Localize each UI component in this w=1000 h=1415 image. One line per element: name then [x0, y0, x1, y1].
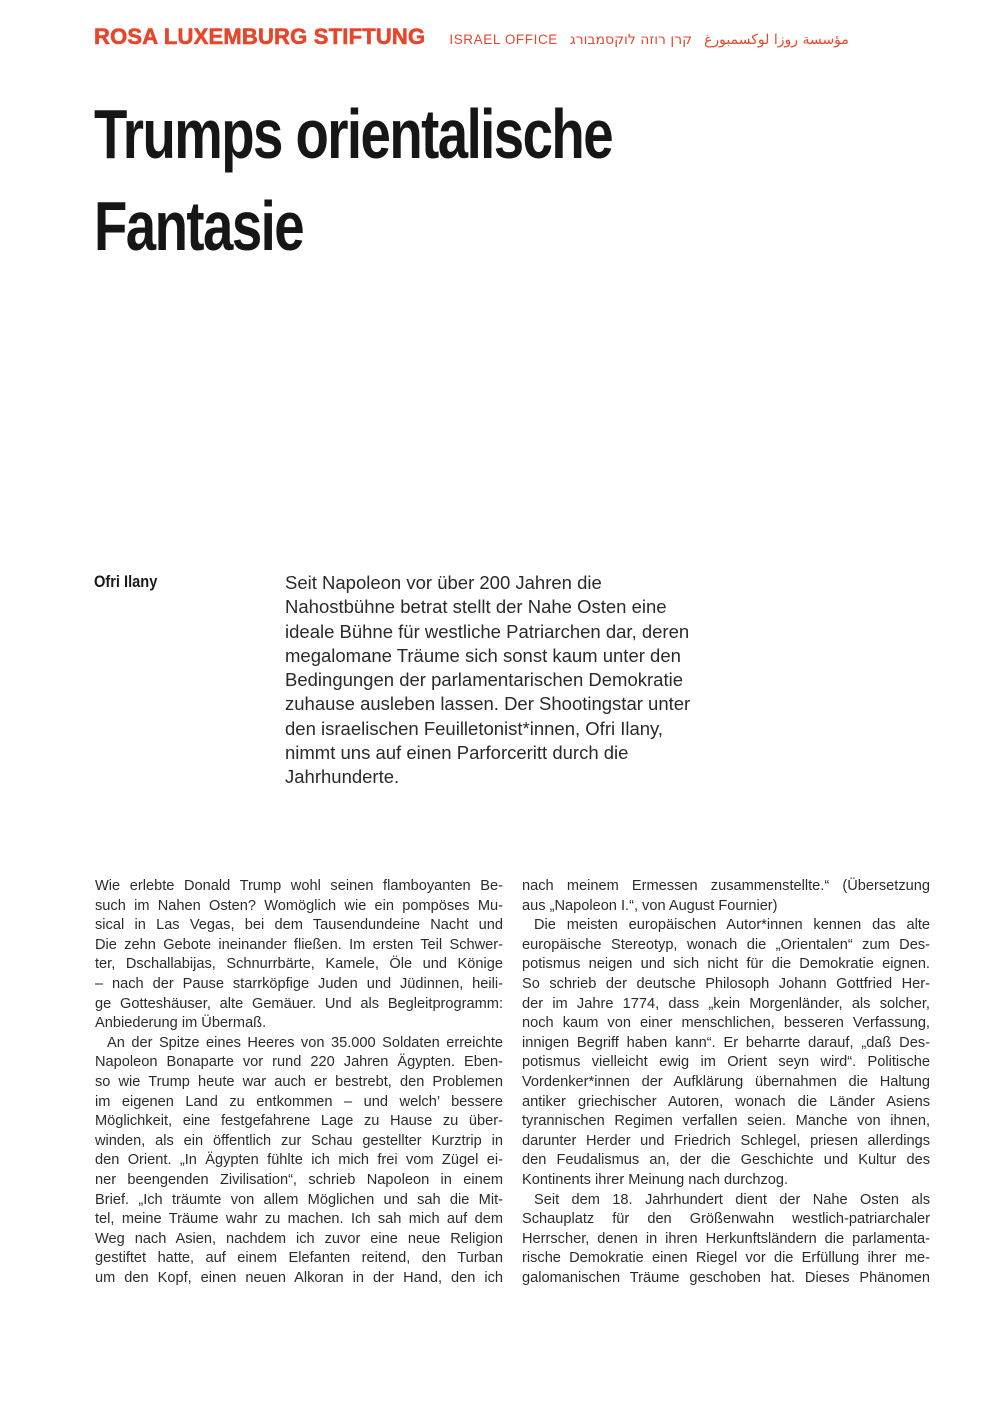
- body-line: den Feudalismus an, der die Geschichte und Kultur des: [522, 1152, 930, 1169]
- body-line: – nach der Pause starrköpfige Juden und Jüdinnen, heili-: [95, 975, 503, 992]
- body-line: Herrscher, denen in ihren Herkunftsländern die parlamenta-: [522, 1230, 930, 1247]
- body-line: so wie Trump heute war auch er bestrebt, den Problemen: [95, 1073, 503, 1090]
- lead-line: Seit Napoleon vor über 200 Jahren die: [285, 572, 602, 593]
- body-line: europäische Stereotyp, wonach die „Orientalen“ zum Des-: [522, 936, 930, 953]
- body-column-right: [522, 877, 930, 1288]
- body-line: winden, als ein öffentlich zur Schau gestellter Kurztrip in: [95, 1132, 503, 1149]
- body-line: darunter Herder und Friedrich Schlegel, priesen allerdings: [522, 1132, 930, 1149]
- arabic-org-name: مؤسسة روزا لوكسمبورغ: [704, 32, 849, 48]
- lead-line: Nahostbühne betrat stellt der Nahe Osten eine: [285, 596, 667, 618]
- body-line: tel, meine Träume wahr zu machen. Ich sah mich auf dem: [95, 1211, 503, 1228]
- body-line: ge Gotteshäuser, alte Gemäuer. Und als Begleitprogramm:: [95, 995, 503, 1012]
- body-line: Weg nach Asien, nachdem ich zuvor eine neue Religion: [95, 1230, 503, 1247]
- article-body: [95, 877, 930, 1288]
- body-line: Schauplatz für den Größenwahn westlich-patriarchaler: [522, 1211, 930, 1228]
- lead-line: Jahrhunderte.: [285, 766, 400, 788]
- lead-line: Bedingungen der parlamentarischen Demokratie: [285, 669, 683, 691]
- body-line: Seit dem 18. Jahrhundert dient der Nahe Osten als: [534, 1191, 930, 1208]
- lead-line: den israelischen Feuilletonist*innen, Ofri Ilany,: [285, 717, 664, 739]
- body-line: Wie erlebte Donald Trump wohl seinen flamboyanten Be-: [95, 878, 503, 894]
- lead-line: ideale Bühne für westliche Patriarchen dar, deren: [285, 620, 690, 642]
- body-line: Napoleon Bonaparte vor rund 220 Jahren Ägypten. Eben-: [95, 1054, 503, 1071]
- body-line: Brief. „Ich träumte von allem Möglichen und sah die Mit-: [95, 1191, 503, 1208]
- body-line: gestiftet hatte, auf einem Elefanten reitend, den Turban: [95, 1250, 503, 1267]
- article-lead: [285, 571, 755, 790]
- body-line: Anbiederung im Übermaß.: [95, 1015, 267, 1032]
- body-line: um den Kopf, einen neuen Alkoran in der Hand, den ich: [95, 1269, 503, 1286]
- article-title-line-1: Trumps orientalische: [94, 95, 613, 173]
- masthead: [94, 24, 914, 54]
- body-line: So schrieb der deutsche Philosoph Johann Gottfried Her-: [522, 975, 930, 992]
- body-line: rische Demokratie einen Riegel vor die Erfüllung ihrer me-: [522, 1250, 930, 1267]
- lead-line: zuhause ausleben lassen. Der Shootingstar unter: [285, 693, 691, 715]
- body-line: Kontinents ihrer Meinung nach durchzog.: [522, 1171, 789, 1188]
- body-line: ner beengenden Zivilisation“, schrieb Napoleon in einem: [95, 1171, 503, 1188]
- body-column-left: [95, 877, 503, 1288]
- brand-logo-text: ROSA LUXEMBURG STIFTUNG: [94, 24, 426, 49]
- article-title: [94, 88, 874, 272]
- body-line: Vordenker*innen der Aufklärung übernahmen die Haltung: [522, 1073, 930, 1090]
- body-line: tyrannischen Regimen verfallen seien. Manche von ihnen,: [522, 1113, 930, 1130]
- article-title-line-2: Fantasie: [94, 187, 304, 265]
- lead-line: megalomane Träume sich sonst kaum unter den: [285, 644, 681, 666]
- office-label: ISRAEL OFFICE: [449, 32, 558, 47]
- body-line: Die zehn Gebote ineinander fließen. Im ersten Teil Schwer-: [95, 936, 503, 953]
- body-line: aus „Napoleon I.“, von August Fournier): [522, 897, 778, 914]
- body-line: innigen Begriff haben kann“. Er beharrte darauf, „daß Des-: [522, 1034, 930, 1051]
- body-line: den Orient. „In Ägypten fühlte ich mich frei vom Zügel ei-: [95, 1152, 503, 1169]
- body-line: Möglichkeit, eine festgefahrene Lage zu Hause zu über-: [95, 1113, 503, 1130]
- body-line: galomanischen Träume geschoben hat. Dieses Phänomen: [522, 1269, 930, 1286]
- lead-line: nimmt uns auf einen Parforceritt durch die: [285, 742, 629, 764]
- hebrew-org-name: קרן רוזה לוקסמבורג: [569, 32, 693, 48]
- body-line: potismus vielleicht ewig im Orient seyn wird“. Politische: [522, 1054, 930, 1071]
- body-line: An der Spitze eines Heeres von 35.000 Soldaten erreichte: [107, 1034, 503, 1051]
- body-line: im eigenen Land zu entkommen – und welch’ bessere: [95, 1093, 503, 1110]
- body-line: such im Nahen Osten? Womöglich wie ein pompöses Mu-: [95, 897, 503, 914]
- author-name: Ofri Ilany: [94, 572, 158, 591]
- body-line: ter, Dschallabijas, Schnurrbärte, Kamele, Öle und Könige: [95, 956, 503, 973]
- body-line: sical in Las Vegas, bei dem Tausendundeine Nacht und: [95, 917, 503, 934]
- body-line: noch kaum von einer menschlichen, besseren Verfassung,: [522, 1015, 930, 1032]
- body-line: nach meinem Ermessen zusammenstellte.“ (Übersetzung: [522, 878, 930, 894]
- body-line: potismus neigen und sich nicht für die Demokratie eignen.: [522, 956, 930, 973]
- body-line: antiker griechischer Autoren, wonach die Länder Asiens: [522, 1093, 930, 1110]
- body-line: Die meisten europäischen Autor*innen kennen das alte: [534, 917, 930, 934]
- body-line: der im Jahre 1774, dass „kein Morgenländer, als solcher,: [522, 995, 930, 1012]
